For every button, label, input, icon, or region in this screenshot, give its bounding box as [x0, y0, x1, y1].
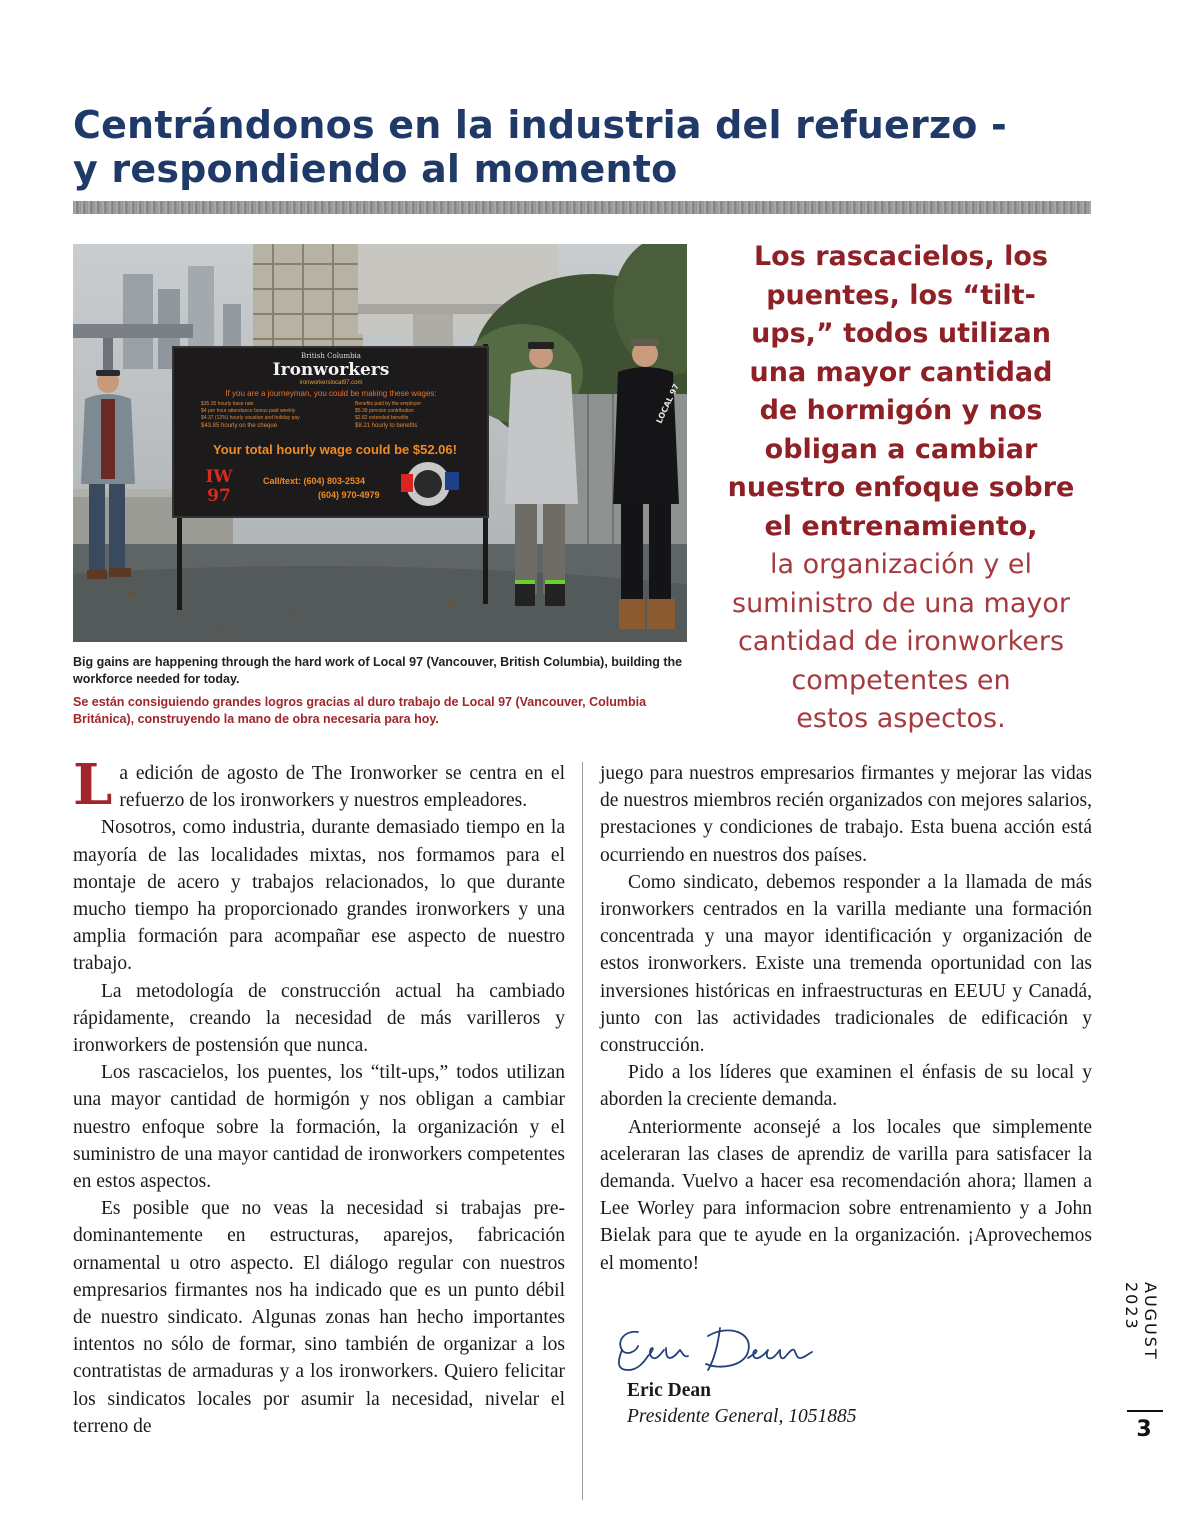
pull-quote-line: estos aspectos. — [796, 703, 1006, 734]
banner-right-item: $2.82 extended benefits — [355, 415, 409, 421]
title-underline-rule — [73, 201, 1091, 214]
banner-left-item: $4 per hour attendance bonus paid weekly — [201, 408, 296, 414]
banner-contact-1: Call/text: (604) 803-2534 — [263, 476, 366, 486]
author-name: Eric Dean — [627, 1380, 711, 1401]
photo-illustration — [73, 244, 687, 642]
banner-tagline: If you are a journeyman, you could be making these wages: — [225, 389, 437, 398]
title-line-2: y respondiendo al momento — [73, 147, 678, 191]
author-title: Presidente General, 1051885 — [627, 1406, 857, 1427]
banner-left-item: $43.85 hourly on the cheque — [201, 423, 278, 429]
banner-right-item: $8.21 hourly to benefits — [355, 423, 418, 429]
pull-quote-line: puentes, los “tilt- — [766, 279, 1036, 311]
pull-quote-line: competentes en — [791, 664, 1011, 696]
banner-heading: Ironworkers — [272, 360, 390, 380]
banner-contact-2: (604) 970-4979 — [318, 490, 380, 500]
photo-caption — [73, 654, 688, 728]
drop-cap: L — [73, 752, 113, 818]
pull-quote-light — [712, 546, 1090, 739]
pull-quote-line: nuestro enfoque sobre — [727, 472, 1075, 503]
banner-right-item: $5.39 pension contribution — [355, 408, 414, 414]
article-paragraph — [73, 752, 565, 818]
issue-date: AUGUST 2023 — [1122, 1282, 1160, 1361]
article-paragraph: juego para nuestros empresarios firmantes y mejorar las vidas de nuestros miembros recién organizados con mejores salarios, prestaciones y condiciones de trabajo. Esta buena acción está ocurriendo en nuestros dos países. — [600, 763, 1092, 866]
handwritten-signature — [608, 1318, 828, 1380]
article-paragraph: Anteriormente aconsejé a los locales que simplemente aceleraran las clases de aprendiz de varilla para satisfacer la demanda. Vuelvo a hacer esa recomendación ahora; llamen a Lee Worley para informacion sobre entrenamiento y a John Bielak para que te ayude en la organización. ¡Aprovechemos el momento! — [600, 1116, 1092, 1274]
banner-total: Your total hourly wage could be $52.06! — [213, 442, 457, 457]
article-paragraph: Como sindicato, debemos responder a la llamada de más ironworkers centrados en la varilla mediante una formación concentrada y una mayor identificación y organización de estos ironworkers. Existe una tremenda oportunidad con las inversiones históricas en infraestructuras en EEUU y Canadá, junto con las actividades tradicionales de edificación y construcción. — [600, 871, 1092, 1057]
pull-quote-line: Los rascacielos, los — [753, 241, 1049, 272]
pull-quote-bold — [712, 238, 1090, 546]
article-column-right — [600, 760, 1092, 1277]
banner-right-item: Benefits paid by the employer: — [355, 401, 423, 407]
pull-quote-line: la organización y el — [769, 549, 1033, 580]
iw97-logo — [205, 467, 233, 506]
paragraph-text: a edición de agosto de The Ironworker se centra en el refuerzo de los ironworkers y nuestros empleadores. — [119, 763, 565, 812]
article-paragraph: Nosotros, como industria, durante demasiado tiempo en la mayoría de las localidades mixtas, nos formamos para el montaje de acero y trabajos relacionados, lo que durante mucho tiempo ha proporcionado grandes ironworkers y una amplia formación para acompañar ese aspecto de nuestro trabajo. — [73, 817, 565, 975]
pull-quote-line: ups,” todos utilizan — [751, 318, 1051, 349]
pull-quote-line: obligan a cambiar — [764, 433, 1038, 465]
banner-left-item: $4.37 (12%) hourly vacation and holiday pay — [201, 415, 300, 421]
pull-quote-line: una mayor cantidad — [749, 356, 1053, 388]
column-divider — [582, 762, 583, 1500]
article-photo — [73, 244, 687, 642]
article-paragraph: Los rascacielos, los puentes, los “tilt-ups,” todos utilizan una mayor cantidad de hormigón y nos obligan a cambiar nuestro enfoque sobre la formación, la organización y el suministro de una mayor cantidad de ironworkers competentes en estos aspectos. — [73, 1062, 565, 1193]
pull-quote — [712, 238, 1090, 739]
pull-quote-line: cantidad de ironworkers — [737, 626, 1065, 657]
article-column-left — [73, 752, 565, 1440]
page-number-rule — [1127, 1410, 1163, 1412]
article-paragraph: Pido a los líderes que examinen el énfasis de su local y aborden la creciente demanda. — [600, 1062, 1092, 1111]
caption-spanish: Se están consiguiendo grandes logros gracias al duro trabajo de Local 97 (Vancouver, Columbia Británica), construyendo la mano de obra necesaria para hoy. — [73, 695, 647, 726]
pull-quote-line: de hormigón y nos — [759, 395, 1043, 426]
banner-url: ironworkerslocal97.com — [299, 380, 363, 386]
page-number: 3 — [1136, 1417, 1152, 1442]
pull-quote-line: suministro de una mayor — [732, 587, 1070, 619]
article-paragraph: La metodología de construcción actual ha cambiado rápidamente, creando la necesidad de más varilleros y ironworkers de postensión que nunca. — [73, 980, 565, 1057]
logo-top-text: IW — [205, 467, 233, 487]
pull-quote-line: el entrenamiento, — [764, 510, 1038, 542]
article-title — [73, 103, 1093, 191]
sleeve-text: LOCAL 97 — [654, 382, 681, 425]
banner-left-item: $35.35 hourly base rate — [201, 401, 254, 407]
article-paragraph: Es posible que no veas la necesidad si trabajas predominantemente en estructuras, aparejos, fabricación ornamental u otro aspecto. El diálogo regular con nuestros empresarios firmantes nos ha indicado que es un punto débil de nuestro sindicato. Algunas zonas han hecho importantes intentos no sólo de formar, sino también de organizar a los contratistas de armaduras y a los ironworkers. Quiero felicitar los sindicatos locales por asumir la necesidad, nivelar el terreno de — [73, 1198, 565, 1437]
banner-heading-small: British Columbia — [301, 352, 361, 360]
title-line-1: Centrándonos en la industria del refuerzo - — [73, 103, 1007, 147]
logo-bottom-text: 97 — [207, 486, 231, 506]
caption-english: Big gains are happening through the hard work of Local 97 (Vancouver, British Columbia), building the workforce needed for today. — [73, 655, 683, 686]
